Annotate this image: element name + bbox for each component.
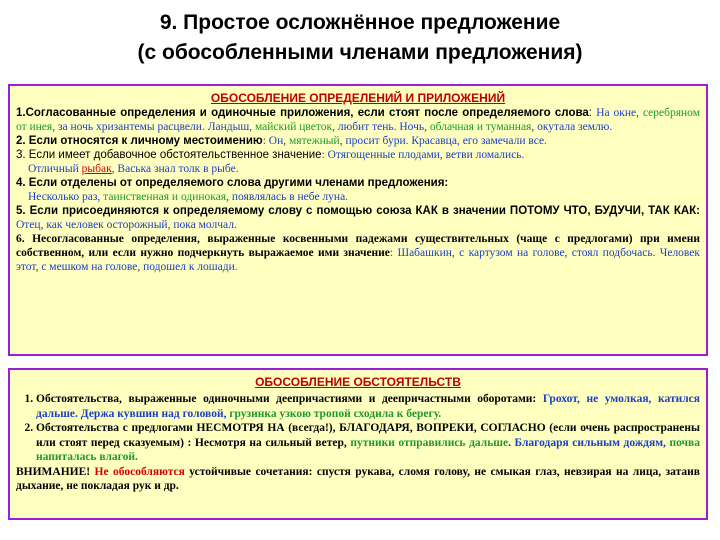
rule-2-example-a: : Он, <box>262 135 290 147</box>
item-2-a: Обстоятельства с предлогами НЕСМОТРЯ НА (всегда!), БЛАГОДАРЯ, ВОПРЕКИ, СОГЛАСНО (если очень распространены или стоят перед сказуемым) : Несмотря на сильный ветер, <box>36 422 700 449</box>
rule-3-example-a: : Отягощенные плодами, <box>321 149 446 161</box>
item-2-b: путники отправились дальше <box>350 436 509 449</box>
rule-1-example-j: окутала землю. <box>537 121 613 133</box>
rule-3-example2-c: , Васька знал толк в рыбе. <box>111 163 239 175</box>
item-2-c: . Благодаря сильным дождям, <box>508 436 670 449</box>
rule-5-example-b: , как человек осторожный, <box>40 219 174 231</box>
page-title <box>0 8 720 68</box>
rule-6-example-b: , с картузом на голове, <box>451 247 572 259</box>
item-1-d: катился дальше <box>36 393 701 420</box>
rule-6-example-d: . Человек этот, с мешком на голове, <box>16 247 700 273</box>
item-1-b: Грохот <box>542 393 577 405</box>
rule-1-example-a: На окне, <box>596 107 643 119</box>
rule-1-example-c: , <box>52 121 58 133</box>
item-1-f: грузинка узкою тропой сходила к берегу. <box>229 407 442 420</box>
rule-4-example <box>16 190 700 204</box>
rule-1-lead: 1.Согласованные определения и одиночные приложения, если стоят после определяемого слова <box>16 107 589 119</box>
rule-6-example-e: подошел к лошади. <box>143 261 238 273</box>
item-1-a: Обстоятельства, выраженные одиночными деепричастиями и деепричастными оборотами: <box>36 393 543 405</box>
rule-1-example-i: , <box>531 121 538 133</box>
circumstances-box <box>8 368 708 520</box>
note-b: Не обособляются <box>94 465 185 478</box>
rule-2-example-c: , просит бури. Красавца, <box>339 135 463 147</box>
rule-1-example-b: серебряном от инея <box>16 107 700 133</box>
rule-4-example-a: Несколько раз, <box>28 191 104 203</box>
rule-6-example-a: : Шабашкин <box>389 247 452 259</box>
rule-1-example-g: , любит тень. Ночь, <box>332 121 430 133</box>
rule-5-example-a: Отец <box>16 219 41 231</box>
list-item <box>36 392 700 421</box>
rule-6-lead: 6. Несогласованные определения, выраженные косвенными падежами существительных (чаще с предлогами) при имени собственном, или если нужно подчеркнуть выражаемое ими значение <box>16 233 700 259</box>
rule-6-example-c: стоял подбочась <box>571 247 653 259</box>
rule-3-example-2 <box>16 162 700 176</box>
note-c: устойчивые сочетания: спустя рукава, сломя голову, не смыкая глаз, невзирая на лица, затаив дыхание, не покладая рук и др. <box>16 465 700 492</box>
definitions-heading: ОБОСОБЛЕНИЕ ОПРЕДЕЛЕНИЙ И ПРИЛОЖЕНИЙ <box>210 91 506 105</box>
rule-3 <box>16 148 700 162</box>
rule-1-colon: : <box>588 107 597 119</box>
title-line-1: 9. Простое осложнённое предложение <box>159 11 561 34</box>
rule-1-example-h: облачная и туманная <box>429 121 532 133</box>
rule-3-lead: 3. Если имеет добавочное обстоятельственное значение <box>16 149 322 161</box>
definitions-box <box>8 84 708 356</box>
rule-3-example-b: ветви ломались. <box>445 149 525 161</box>
rule-3-example2-a: Отличный <box>28 163 82 175</box>
attention-note <box>16 465 700 494</box>
rule-4 <box>16 176 700 190</box>
rule-1-example-f: майский цветок <box>254 121 333 133</box>
rule-3-example2-b: рыбак <box>81 163 112 175</box>
rule-2 <box>16 134 700 148</box>
list-item <box>36 421 700 465</box>
rule-1-example-e: . Ландыш, <box>201 121 255 133</box>
item-1-e: . Держа кувшин над головой, <box>75 407 230 420</box>
rule-5-lead: 5. Если присоединяются к определяемому слову с помощью союза КАК в значении ПОТОМУ ЧТО, БУДУЧИ, ТАК КАК: <box>16 205 700 217</box>
circumstances-list <box>16 392 700 465</box>
item-1-c: , не умолкая, <box>577 393 659 405</box>
rule-5-example-c: пока молчал. <box>173 219 237 231</box>
note-a: ВНИМАНИЕ! <box>16 465 95 478</box>
rule-2-lead: 2. Если относятся к личному местоимению <box>16 135 263 147</box>
rule-5 <box>16 204 700 232</box>
item-2-d: почва напиталась влагой. <box>36 436 700 463</box>
circumstances-heading: ОБОСОБЛЕНИЕ ОБСТОЯТЕЛЬСТВ <box>255 375 461 389</box>
rule-2-example-d: его замечали все. <box>462 135 547 147</box>
rule-4-example-c: , появлялась в небе луна. <box>226 191 349 203</box>
rule-1-example-d: за ночь хризантемы расцвели <box>57 121 202 133</box>
rule-6 <box>16 232 700 274</box>
rule-1 <box>16 106 700 134</box>
rule-2-example-b: мятежный <box>289 135 340 147</box>
rule-4-example-b: таинственная и одинокая <box>103 191 227 203</box>
title-line-2: (с обособленными членами предложения) <box>137 41 583 64</box>
rule-4-lead: 4. Если отделены от определяемого слова другими членами предложения: <box>16 177 449 189</box>
